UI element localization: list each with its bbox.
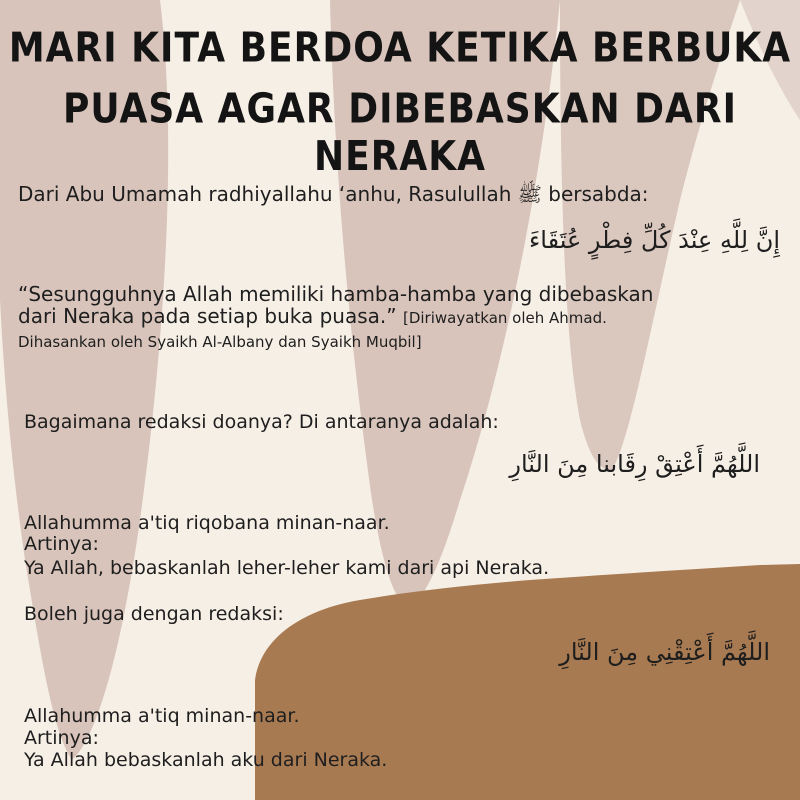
hadith-translation-line-2 [18,306,607,328]
doa1-meaning: Ya Allah, bebaskanlah leher-leher kami dari api Neraka. [24,557,550,579]
hadith-arabic: إِنَّ لِلَّهِ عِنْدَ كُلِّ فِطْرٍ عُتَقَاءَ [528,226,780,254]
doa2-latin: Allahumma a'tiq minan-naar. [24,705,300,727]
hadith-translation-line-1: “Sesungguhnya Allah memiliki hamba-hamba yang dibebaskan [18,282,654,306]
doa2-artinya: Artinya: [24,727,99,749]
hadith-source-part-2: Dihasankan oleh Syaikh Al-Albany dan Syaikh Muqbil] [18,333,422,351]
hadith-intro: Dari Abu Umamah radhiyallahu ‘anhu, Rasulullah ﷺ bersabda: [18,182,649,206]
hadith-translation-text: dari Neraka pada setiap buka puasa.” [18,304,397,328]
doa2-meaning: Ya Allah bebaskanlah aku dari Neraka. [24,749,388,771]
title-line-1: MARI KITA BERDOA KETIKA BERBUKA [8,24,792,73]
hadith-source-part-1: [Diriwayatkan oleh Ahmad. [402,309,607,327]
doa2-arabic: اللَّهُمَّ أَعْتِقْنِي مِنَ النَّارِ [559,638,770,666]
doa1-artinya: Artinya: [24,533,99,555]
title-line-2: PUASA AGAR DIBEBASKAN DARI NERAKA [62,85,738,181]
doa1-arabic: اللَّهُمَّ أَعْتِقْ رِقَابنا مِنَ النَّارِ [509,450,760,478]
doa2-intro: Boleh juga dengan redaksi: [24,603,284,625]
doa1-question: Bagaimana redaksi doanya? Di antaranya adalah: [24,411,499,433]
doa1-latin: Allahumma a'tiq riqobana minan-naar. [24,512,390,534]
